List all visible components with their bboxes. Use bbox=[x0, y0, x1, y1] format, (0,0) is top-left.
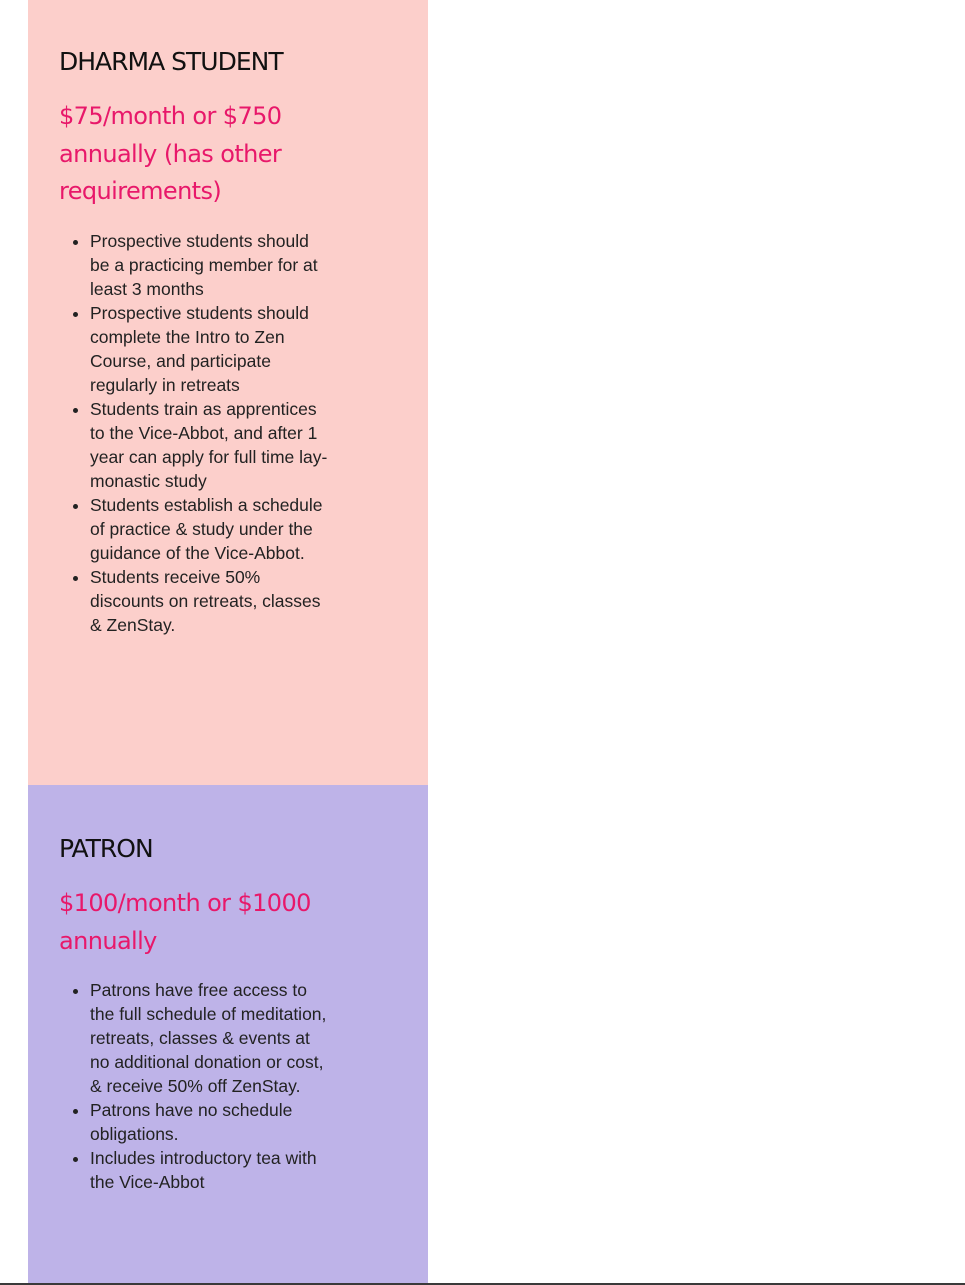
benefit-item: • Includes introductory tea with the Vice-Abbot bbox=[90, 1146, 330, 1194]
tier-price: $100/month or $1000 annually bbox=[59, 889, 311, 955]
tier-card-patron bbox=[28, 785, 428, 1283]
benefit-item: • Prospective students should complete the Intro to Zen Course, and participate regularly in retreats bbox=[90, 301, 330, 397]
tier-price: $75/month or $750 annually (has other requirements) bbox=[59, 102, 282, 205]
benefits-list bbox=[59, 978, 330, 1194]
tier-card-dharma-student bbox=[28, 0, 428, 785]
benefit-item: • Students train as apprentices to the Vice-Abbot, and after 1 year can apply for full time lay-monastic study bbox=[90, 397, 330, 493]
benefit-item: • Students establish a schedule of practice & study under the guidance of the Vice-Abbot. bbox=[90, 493, 330, 565]
benefits-list bbox=[59, 229, 330, 637]
benefit-item: • Patrons have free access to the full schedule of meditation, retreats, classes & events at no additional donation or cost, & receive 50% off ZenStay. bbox=[90, 978, 330, 1098]
tier-title: PATRON bbox=[59, 834, 153, 863]
benefit-item: • Patrons have no schedule obligations. bbox=[90, 1098, 330, 1146]
benefit-item: • Students receive 50% discounts on retreats, classes & ZenStay. bbox=[90, 565, 330, 637]
benefit-item: • Prospective students should be a practicing member for at least 3 months bbox=[90, 229, 330, 301]
tier-title: DHARMA STUDENT bbox=[59, 47, 283, 76]
